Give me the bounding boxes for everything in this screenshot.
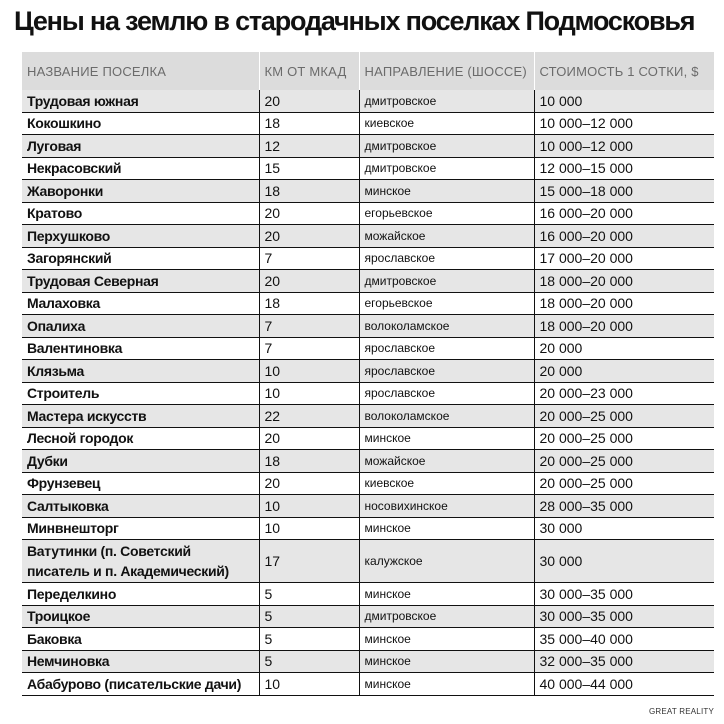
cell-direction: ярославское <box>359 382 534 405</box>
cell-name: Кокошкино <box>22 112 259 135</box>
cell-price: 10 000–12 000 <box>534 112 714 135</box>
table-row <box>22 180 714 203</box>
cell-km: 18 <box>259 180 359 203</box>
table-row <box>22 472 714 495</box>
cell-direction: минское <box>359 673 534 696</box>
cell-name: Ватутинки (п. Советский писатель и п. Академический) <box>22 540 259 583</box>
cell-direction: дмитровское <box>359 157 534 180</box>
cell-km: 7 <box>259 247 359 270</box>
cell-name: Переделкино <box>22 583 259 606</box>
cell-name: Троицкое <box>22 605 259 628</box>
table-row <box>22 315 714 338</box>
cell-km: 22 <box>259 405 359 428</box>
cell-price: 18 000–20 000 <box>534 270 714 293</box>
cell-km: 20 <box>259 90 359 112</box>
cell-direction: минское <box>359 628 534 651</box>
cell-direction: киевское <box>359 112 534 135</box>
cell-km: 17 <box>259 540 359 583</box>
table-row <box>22 247 714 270</box>
table-row <box>22 605 714 628</box>
table-row <box>22 360 714 383</box>
cell-direction: минское <box>359 650 534 673</box>
cell-name: Строитель <box>22 382 259 405</box>
cell-name: Немчиновка <box>22 650 259 673</box>
table-row <box>22 628 714 651</box>
table-row <box>22 650 714 673</box>
cell-km: 10 <box>259 517 359 540</box>
cell-name: Загорянский <box>22 247 259 270</box>
cell-direction: минское <box>359 517 534 540</box>
cell-price: 20 000–23 000 <box>534 382 714 405</box>
cell-name: Валентиновка <box>22 337 259 360</box>
page-title: Цены на землю в стародачных поселках Подмосковья <box>14 6 695 36</box>
table-row <box>22 112 714 135</box>
column-header-price: СТОИМОСТЬ 1 СОТКИ, $ <box>534 52 714 90</box>
cell-direction: носовихинское <box>359 495 534 518</box>
cell-km: 5 <box>259 650 359 673</box>
cell-km: 20 <box>259 427 359 450</box>
cell-direction: минское <box>359 180 534 203</box>
cell-km: 20 <box>259 472 359 495</box>
cell-price: 28 000–35 000 <box>534 495 714 518</box>
cell-direction: киевское <box>359 472 534 495</box>
cell-price: 17 000–20 000 <box>534 247 714 270</box>
cell-direction: дмитровское <box>359 270 534 293</box>
cell-name: Клязьма <box>22 360 259 383</box>
cell-price: 20 000–25 000 <box>534 427 714 450</box>
cell-direction: волоколамское <box>359 315 534 338</box>
cell-name: Кратово <box>22 202 259 225</box>
cell-direction: волоколамское <box>359 405 534 428</box>
table-row <box>22 337 714 360</box>
cell-direction: минское <box>359 583 534 606</box>
cell-price: 30 000–35 000 <box>534 605 714 628</box>
cell-name: Трудовая Северная <box>22 270 259 293</box>
cell-direction: ярославское <box>359 337 534 360</box>
cell-price: 18 000–20 000 <box>534 315 714 338</box>
cell-km: 10 <box>259 382 359 405</box>
cell-name: Луговая <box>22 135 259 158</box>
table-row <box>22 540 714 583</box>
cell-name: Абабурово (писательские дачи) <box>22 673 259 696</box>
cell-price: 35 000–40 000 <box>534 628 714 651</box>
table-row <box>22 90 714 112</box>
cell-km: 5 <box>259 605 359 628</box>
cell-price: 16 000–20 000 <box>534 225 714 248</box>
cell-km: 10 <box>259 673 359 696</box>
table-row <box>22 225 714 248</box>
cell-km: 7 <box>259 315 359 338</box>
cell-price: 40 000–44 000 <box>534 673 714 696</box>
table-row <box>22 673 714 696</box>
table-row <box>22 202 714 225</box>
cell-price: 30 000–35 000 <box>534 583 714 606</box>
cell-km: 18 <box>259 112 359 135</box>
cell-name: Салтыковка <box>22 495 259 518</box>
cell-km: 5 <box>259 628 359 651</box>
cell-name: Некрасовский <box>22 157 259 180</box>
table-header-row <box>22 52 714 90</box>
cell-name: Малаховка <box>22 292 259 315</box>
cell-name: Минвнешторг <box>22 517 259 540</box>
cell-km: 7 <box>259 337 359 360</box>
cell-km: 12 <box>259 135 359 158</box>
cell-direction: калужское <box>359 540 534 583</box>
cell-price: 16 000–20 000 <box>534 202 714 225</box>
cell-price: 10 000–12 000 <box>534 135 714 158</box>
cell-price: 10 000 <box>534 90 714 112</box>
cell-km: 5 <box>259 583 359 606</box>
cell-direction: дмитровское <box>359 90 534 112</box>
cell-name: Фрунзевец <box>22 472 259 495</box>
cell-price: 20 000 <box>534 337 714 360</box>
table-row <box>22 450 714 473</box>
cell-km: 15 <box>259 157 359 180</box>
column-header-name: НАЗВАНИЕ ПОСЕЛКА <box>22 52 259 90</box>
cell-price: 32 000–35 000 <box>534 650 714 673</box>
cell-name: Трудовая южная <box>22 90 259 112</box>
cell-km: 20 <box>259 202 359 225</box>
table-row <box>22 292 714 315</box>
table-row <box>22 427 714 450</box>
cell-direction: ярославское <box>359 360 534 383</box>
cell-name: Мастера искусств <box>22 405 259 428</box>
table-row <box>22 517 714 540</box>
cell-km: 18 <box>259 450 359 473</box>
cell-direction: дмитровское <box>359 135 534 158</box>
cell-km: 20 <box>259 225 359 248</box>
table-row <box>22 135 714 158</box>
cell-direction: ярославское <box>359 247 534 270</box>
cell-price: 12 000–15 000 <box>534 157 714 180</box>
cell-price: 15 000–18 000 <box>534 180 714 203</box>
prices-table <box>22 52 714 696</box>
cell-price: 30 000 <box>534 540 714 583</box>
cell-price: 20 000 <box>534 360 714 383</box>
cell-name: Баковка <box>22 628 259 651</box>
cell-name: Перхушково <box>22 225 259 248</box>
source-credit: GREAT REALITY <box>649 707 714 716</box>
cell-price: 20 000–25 000 <box>534 472 714 495</box>
cell-direction: минское <box>359 427 534 450</box>
cell-direction: дмитровское <box>359 605 534 628</box>
cell-name: Жаворонки <box>22 180 259 203</box>
cell-km: 18 <box>259 292 359 315</box>
table-row <box>22 405 714 428</box>
table-row <box>22 157 714 180</box>
cell-direction: егорьевское <box>359 202 534 225</box>
cell-direction: егорьевское <box>359 292 534 315</box>
cell-direction: можайское <box>359 450 534 473</box>
cell-km: 10 <box>259 495 359 518</box>
table-row <box>22 382 714 405</box>
cell-km: 10 <box>259 360 359 383</box>
table-row <box>22 583 714 606</box>
cell-name: Опалиха <box>22 315 259 338</box>
cell-price: 20 000–25 000 <box>534 450 714 473</box>
cell-direction: можайское <box>359 225 534 248</box>
cell-name: Лесной городок <box>22 427 259 450</box>
column-header-km: КМ ОТ МКАД <box>259 52 359 90</box>
table-row <box>22 270 714 293</box>
column-header-direction: НАПРАВЛЕНИЕ (ШОССЕ) <box>359 52 534 90</box>
table-row <box>22 495 714 518</box>
cell-price: 18 000–20 000 <box>534 292 714 315</box>
cell-price: 20 000–25 000 <box>534 405 714 428</box>
cell-km: 20 <box>259 270 359 293</box>
cell-price: 30 000 <box>534 517 714 540</box>
cell-name: Дубки <box>22 450 259 473</box>
